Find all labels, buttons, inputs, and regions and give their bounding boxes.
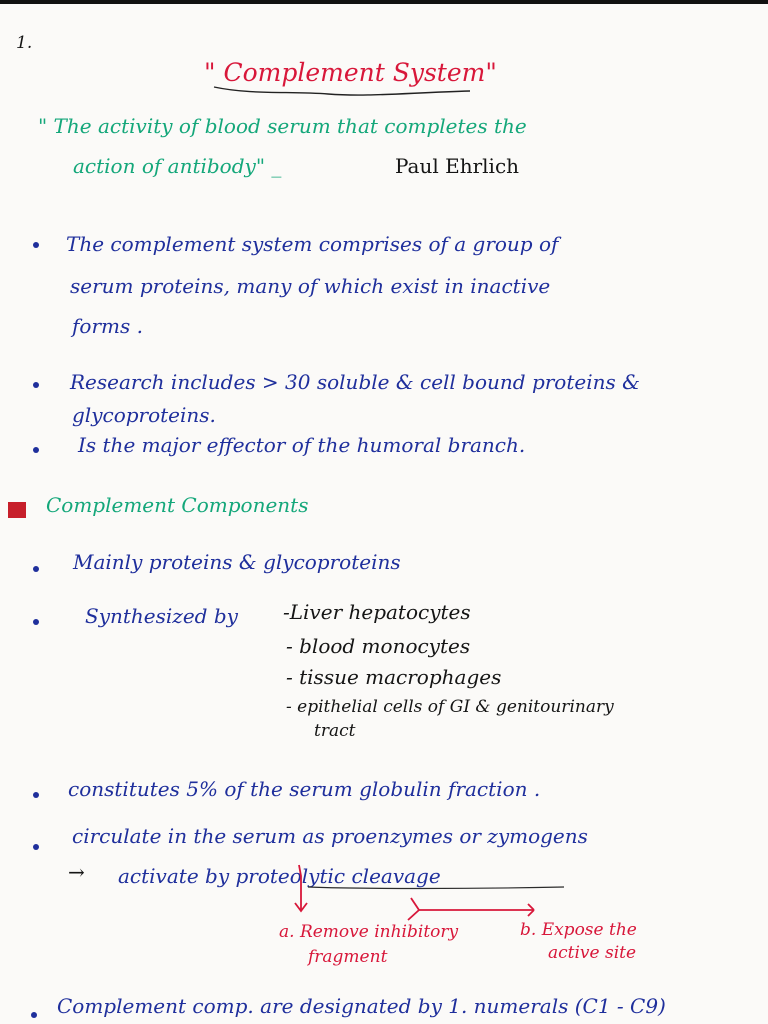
synth-line-5: tract xyxy=(314,721,356,741)
bullet-marker xyxy=(33,242,39,248)
bullet-marker xyxy=(33,566,39,572)
section-heading: Complement Components xyxy=(46,493,309,517)
top-edge xyxy=(0,0,768,4)
page-title: " Complement System" xyxy=(204,58,497,87)
synth-line-3: - tissue macrophages xyxy=(286,665,502,689)
bullet-marker xyxy=(33,382,39,388)
intro-bullet-1-line-3: forms . xyxy=(72,314,143,338)
components-item-4-line-2: activate by proteolytic cleavage xyxy=(118,864,441,888)
intro-bullet-3: Is the major effector of the humoral branch. xyxy=(78,433,526,457)
branch-b-line-1: b. Expose the xyxy=(520,920,637,940)
branch-a-line-1: a. Remove inhibitory xyxy=(279,922,459,942)
bullet-marker xyxy=(33,792,39,798)
bullet-marker xyxy=(33,619,39,625)
components-item-3: constitutes 5% of the serum globulin fraction . xyxy=(68,777,541,801)
components-item-4-line-1: circulate in the serum as proenzymes or zymogens xyxy=(72,824,588,848)
components-item-5: Complement comp. are designated by 1. numerals (C1 - C9) xyxy=(57,994,666,1018)
components-item-1: Mainly proteins & glycoproteins xyxy=(73,550,401,574)
bullet-marker xyxy=(33,844,39,850)
branch-b-line-2: active site xyxy=(548,943,637,963)
arrow-right-branch-head xyxy=(528,904,534,916)
arrow-right-icon: → xyxy=(68,860,85,884)
bullet-marker xyxy=(33,447,39,453)
synth-line-1: -Liver hepatocytes xyxy=(283,600,471,624)
synth-line-2: - blood monocytes xyxy=(286,634,471,658)
intro-bullet-2-line-1: Research includes > 30 soluble & cell bound proteins & xyxy=(70,370,640,394)
section-marker xyxy=(8,502,26,518)
arrow-left-branch-head xyxy=(408,898,419,920)
intro-bullet-2-line-2: glycoproteins. xyxy=(72,403,216,427)
synth-line-4: - epithelial cells of GI & genitourinary xyxy=(286,697,614,717)
intro-bullet-1-line-1: The complement system comprises of a group of xyxy=(66,232,559,256)
synthesized-label: Synthesized by xyxy=(85,604,238,628)
page-number: 1. xyxy=(16,33,33,53)
title-underline-wave xyxy=(214,87,470,95)
quote-author: Paul Ehrlich xyxy=(395,154,520,178)
arrow-down-a-head xyxy=(295,903,307,911)
bullet-marker xyxy=(31,1012,37,1018)
quote-line-2: action of antibody" _ xyxy=(73,154,282,178)
branch-a-line-2: fragment xyxy=(308,947,388,967)
intro-bullet-1-line-2: serum proteins, many of which exist in inactive xyxy=(70,274,551,298)
quote-line-1: " The activity of blood serum that completes the xyxy=(38,114,527,138)
